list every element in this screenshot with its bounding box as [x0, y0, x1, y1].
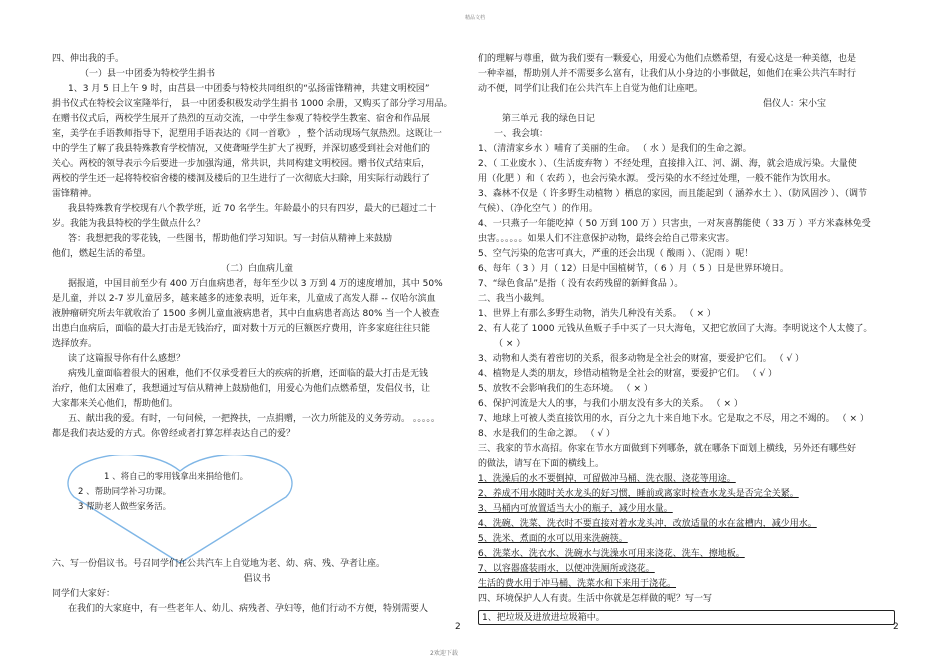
section-heading: 六、写一份倡议书。号召同学们在公共汽车上自觉地为老、幼、病、残、孕者让座。 — [52, 559, 386, 569]
paragraph-line: 岁。我能为我县特校的学生做点什么？ — [52, 219, 206, 229]
paragraph-line: 液肿瘤研究所去年就收治了 1500 多例儿童血液病患者，其中白血病患者高达 80% 当一个人被查 — [52, 309, 440, 319]
paragraph-line: 两校的学生还一起将特校宿舍楼的楼洞及楼后的卫生进行了一次彻底大扫除，用实际行动践行了 — [52, 174, 431, 184]
answer-box: 1、把垃圾及进放进垃圾箱中。 — [478, 610, 895, 625]
sub-heading: （二）白血病儿童 — [220, 264, 293, 274]
page-number-right: 2 — [893, 622, 899, 632]
proposal-section — [52, 557, 462, 617]
list-item: 3 帮助老人做些家务活。 — [78, 502, 172, 512]
question-line: 读了这篇报导你有什么感想？ — [68, 354, 186, 364]
greeting-line: 同学们大家好： — [52, 589, 116, 599]
paragraph-line: 在赠书仪式后，两校学生展开了热烈的互动交流，一中学生参观了特校学生教室、宿舍和作品展 — [52, 114, 431, 124]
paragraph-line: 动不便，同学们让我们在公共汽车上自觉为他们让座吧。 — [478, 84, 704, 94]
paragraph-line: 一种幸福，帮助别人并不需要多么富有，让我们从小身边的小事做起，如他们在乘公共汽车时行 — [478, 69, 857, 79]
paragraph-line: 们的理解与尊重，做为我们要有一颗爱心，用爱心为他们点燃希望，有爱心这是一种美德，也是 — [478, 54, 857, 64]
water-line: 1、洗澡后的水不要倒掉，可留做冲马桶、洗衣服、浇花等用途。 — [478, 474, 736, 484]
left-column — [52, 52, 462, 442]
water-line: 6、洗菜水、洗衣水、洗碗水与洗澡水可用来浇花、洗车、擦地板。 — [478, 549, 745, 559]
section-heading: 二、我当小裁判。 — [478, 294, 551, 304]
judge-line: 6、保护河流是大人的事，与我们小朋友没有多大的关系。 （ × ） — [478, 399, 743, 409]
water-line: 3、马桶内可放置适当大小的瓶子，减少用水量。 — [478, 504, 673, 514]
fill-line: 3、森林不仅是（ 许多野生动植物 ）栖息的家园，而且能起到（ 涵养水土 ）、（防风固沙 ）、（调节 — [478, 189, 868, 199]
paragraph-line: 都是我们表达爱的方式。你曾经或者打算怎样表达自己的爱？ — [52, 429, 296, 439]
water-line: 2、养成不用水随时关水龙头的好习惯，睡前或离家时检查水龙头是否完全关紧。 — [478, 489, 799, 499]
fill-line: 6、每年（ 3 ）月（ 12）日是中国植树节，（ 6 ）月（ 5 ）日是世界环境日。 — [478, 264, 789, 274]
water-line: 7、以容器盛装雨水，以便冲洗厕所或浇花。 — [478, 564, 655, 574]
fill-line: 用（化肥 ）和（ 农药 ），也会污染水源。 受污染的水不经过处理，一般不能作为饮用水。 — [478, 174, 836, 184]
answer-line: 答：我想把我的零花钱，一些图书，帮助他们学习知识。写一封信从精神上来鼓励 — [68, 234, 393, 244]
paragraph-line: 选择放弃。 — [52, 339, 98, 349]
section-heading: 一、我会填： — [494, 129, 549, 139]
fill-line: 气候）、（净化空气 ）的作用。 — [478, 204, 598, 214]
water-line: 生活的费水用于冲马桶、洗菜水和下来用于浇花。 — [478, 579, 677, 589]
section-heading: 五、献出我的爱。有时，一句问候，一把搀扶，一点捐赠，一次力所能及的义务劳动。 。。。。。 — [68, 414, 440, 424]
judge-line: 4、植物是人类的朋友，珍惜动植物是全社会的财富，要爱护它们。 （ √ ） — [478, 369, 778, 379]
judge-line: 3、动物和人类有着密切的关系，很多动物是全社会的财富，要爱护它们。 （ √ ） — [478, 354, 805, 364]
list-item: 1 、将自己的零用钱拿出来捐给他们。 — [104, 472, 249, 482]
paragraph-line: 中的学生了解了我县特殊教育学校情况，又使聋哑学生扩大了视野，并深切感受到社会对他们的 — [52, 144, 431, 154]
fill-line: 7、“绿色食品”是指（ 没有农药残留的新鲜食品 ）。 — [478, 279, 684, 289]
section-heading: 四、伸出我的手。 — [52, 54, 125, 64]
paragraph-line: 雷锋精神。 — [52, 189, 98, 199]
answer-line: 病残儿童面临着很大的困难，他们不仅承受着巨大的疾病的折磨，还面临的最大打击是无钱 — [68, 369, 429, 379]
answer-line: 大家都来关心他们，帮助他们。 — [52, 399, 179, 409]
section-heading: 四、环境保护人人有责。生活中你就是怎样做的呢？写一写 — [478, 594, 713, 604]
water-line: 5、洗米、煮面的水可以用来洗碗筷。 — [478, 534, 628, 544]
header-note: 精品文档 — [464, 15, 485, 21]
paragraph-line: 捐书仪式在特校会议室隆举行， 县一中团委积极发动学生捐书 1000 余册，又购买了部分学习用品。 — [52, 99, 453, 109]
right-column — [478, 52, 908, 625]
judge-line: 1、世界上有那么多野生动物，消失几种没有关系。 （ × ） — [478, 309, 716, 319]
heart-list — [78, 470, 248, 515]
paragraph-line: 关心。两校的领导表示今后要进一步加强沟通，常共识，共同构建文明校园。赠书仪式结束后， — [52, 159, 431, 169]
signature: 倡仪人：宋小宝 — [763, 99, 827, 109]
fill-line: 1、（清清家乡水 ）哺育了美丽的生命。 （ 水 ）是我们的生命之源。 — [478, 144, 752, 154]
fill-line: 虫害。。。。。。如果人们不注意保护动物，最终会给自己带来灾害。 — [478, 234, 735, 244]
fill-line: 2、（ 工业废水 ）、（生活废弃物 ）不经处理，直接排入江、河、湖、海，就会造成污染。大量使 — [478, 159, 857, 169]
paragraph-line: 室，美学在手语教师指导下，泥塑用手语表达的《同一首歌》 ，整个活动现场气氛热烈。这既让一 — [52, 129, 442, 139]
paragraph-line: 出患白血病后，面临的最大打击是无钱治疗，面对数十万元的巨额医疗费用，许多家庭往往只能 — [52, 324, 431, 334]
page-number-left: 2 — [455, 622, 461, 632]
judge-line: （ × ） — [494, 339, 526, 349]
unit-title: 第三单元 我的绿色日记 — [502, 114, 595, 124]
fill-line: 5、空气污染的危害可真大，严重的还会出现（ 酸雨 ）、（泥雨 ）呢！ — [478, 249, 754, 259]
fill-line: 4、一只燕子一年能吃掉（ 50 万到 100 万 ）只害虫，一对灰喜鹊能使（ 33 万 ）平方米森林免受 — [478, 219, 871, 229]
answer-line: 治疗，他们太困难了，我想通过写信从精神上鼓励他们，用爱心为他们点燃希望，发倡仪书，让 — [52, 384, 431, 394]
paragraph-line: 在我们的大家庭中，有一些老年人、幼儿、病残者、孕妇等，他们行动不方便，特别需要人 — [68, 604, 429, 614]
proposal-title: 倡议书 — [243, 574, 271, 584]
paragraph-line: 是儿童，并以 2-7 岁儿童居多，越来越多的迹象表明，近年来，儿童成了高发人群 -- 仅哈尔滨血 — [52, 294, 436, 304]
judge-line: 2、有人花了 1000 元钱从鱼贩子手中买了一只大海龟，又把它放回了大海。李明说这个人太傻了。 — [478, 324, 873, 334]
footer-note: 2欢迎下载 — [430, 650, 458, 657]
judge-line: 7、地球上可被人类直接饮用的水，百分之九十来自地下水。它是取之不尽，用之不竭的。 （ × ） — [478, 414, 869, 424]
list-item: 2 、帮助同学补习功课。 — [78, 487, 172, 497]
section-heading: 的做法，请写在下面的横线上。 — [478, 459, 605, 469]
section-heading: 三、我家的节水高招。你家在节水方面做到下列哪条，就在哪条下面划上横线，另外还有哪些好 — [478, 444, 857, 454]
water-line: 4、洗碗、洗菜、洗衣时不要直接对着水龙头冲，改放适量的水在盆槽内，减少用水。 — [478, 519, 817, 529]
sub-heading: （一）县一中团委为特校学生捐书 — [80, 69, 216, 79]
judge-line: 8、水是我们的生命之源。 （ √ ） — [478, 429, 616, 439]
answer-line: 他们，燃起生活的希望。 — [52, 249, 152, 259]
judge-line: 5、放牧不会影响我们的生态环境。 （ × ） — [478, 384, 653, 394]
paragraph-line: 1、3 月 5 日上午 9 时，由莒县一中团委与特校共同组织的“弘扬雷锋精神，共建文明校园” — [68, 84, 430, 94]
paragraph-line: 据报道，中国目前至少有 400 万白血病患者，每年至少以 3 万到 4 万的速度增加，其中 50% — [68, 279, 443, 289]
paragraph-line: 我县特殊教育学校现有八个教学班，近 70 名学生。年龄最小的只有四岁，最大的已超过二十 — [68, 204, 437, 214]
